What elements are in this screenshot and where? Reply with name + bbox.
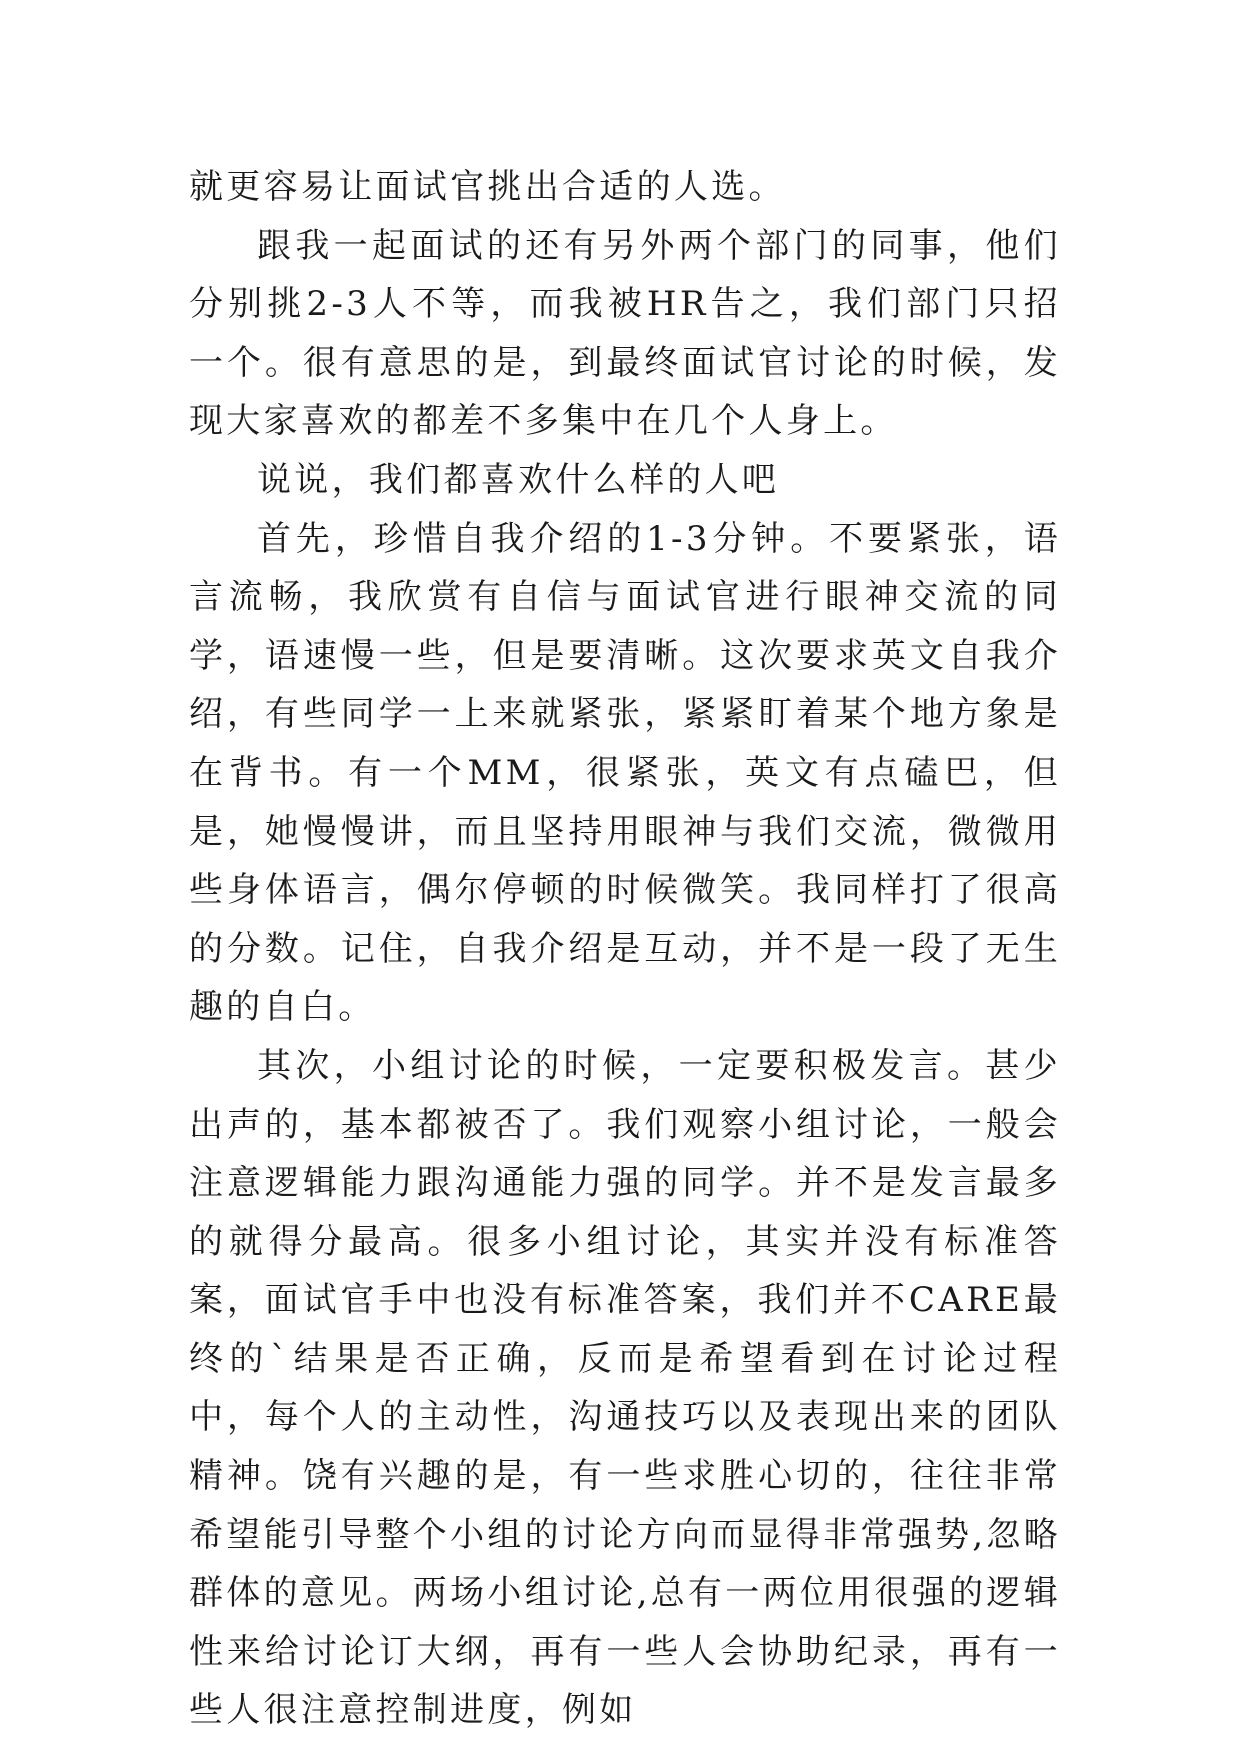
paragraph-self-introduction: 首先，珍惜自我介绍的1-3分钟。不要紧张，语言流畅，我欣赏有自信与面试官进行眼神交流的同学，语速慢一些，但是要清晰。这次要求英文自我介绍，有些同学一上来就紧张，紧紧盯着某个地方象是在背书。有一个MM，很紧张，英文有点磕巴，但是，她慢慢讲，而且坚持用眼神与我们交流，微微用些身体语言，偶尔停顿的时候微笑。我同样打了很高的分数。记住，自我介绍是互动，并不是一段了无生趣的自白。: [189, 518, 1061, 1028]
paragraph-continuation: 就更容易让面试官挑出合适的人选。: [189, 167, 786, 207]
paragraph-preferences-intro: 说说，我们都喜欢什么样的人吧: [257, 459, 780, 500]
paragraph-group-discussion: 其次，小组讨论的时候，一定要积极发言。甚少出声的，基本都被否了。我们观察小组讨论，一般会注意逻辑能力跟沟通能力强的同学。并不是发言最多的就得分最高。很多小组讨论，其实并没有标准答案，面试官手中也没有标准答案，我们并不CARE最终的`结果是否正确，反而是希望看到在讨论过程中，每个人的主动性，沟通技巧以及表现出来的团队精神。饶有兴趣的是，有一些求胜心切的，往往非常希望能引导整个小组的讨论方向而显得非常强势,忽略群体的意见。两场小组讨论,总有一两位用很强的逻辑性来给讨论订大纲，再有一些人会协助纪录，再有一些人很注意控制进度，例如: [189, 1045, 1062, 1731]
paragraph-interview-colleagues: 跟我一起面试的还有另外两个部门的同事，他们分别挑2-3人不等，而我被HR告之，我们部门只招一个。很有意思的是，到最终面试官讨论的时候，发现大家喜欢的都差不多集中在几个人身上。: [189, 225, 1061, 442]
document-body: [189, 158, 1061, 1740]
